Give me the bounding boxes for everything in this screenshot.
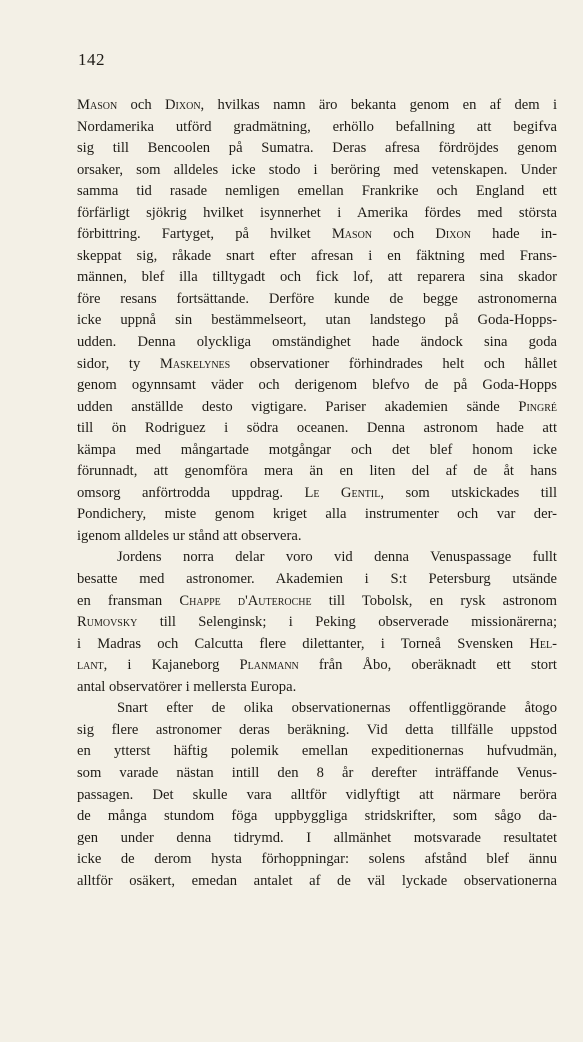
text-run: och [372, 226, 436, 243]
text-run: förbittring. Fartyget, på hvilket [77, 226, 332, 243]
text-line [77, 354, 557, 376]
text-run: Nordamerika utförd gradmätning, erhöllo befallning att begifva [77, 118, 557, 135]
text-line [77, 741, 557, 763]
text-run: från Åbo, oberäknadt ett stort [298, 657, 557, 674]
text-line [77, 720, 557, 742]
text-run: samma tid rasade nemligen emellan Frankrike och England ett [77, 183, 557, 200]
text-line [77, 526, 557, 548]
small-caps-name: Dixon [165, 97, 201, 113]
text-line [77, 547, 557, 569]
body-text [77, 95, 557, 892]
text-run: omsorg anförtrodda uppdrag. [77, 484, 305, 501]
text-line [77, 375, 557, 397]
text-line [77, 397, 557, 419]
paragraph [77, 698, 557, 892]
text-line [77, 203, 557, 225]
small-caps-name: Mason [331, 226, 373, 243]
text-line [77, 440, 557, 462]
text-run: förunnadt, att genomföra mera än en liten del af de åt hans [77, 463, 557, 480]
small-caps-name: Pingré [518, 398, 557, 415]
text-run: till Tobolsk, en rysk astronom [311, 592, 557, 609]
text-run: , hvilkas namn äro bekanta genom en af dem i [200, 97, 557, 113]
text-run: igenom alldeles ur stånd att observera. [77, 527, 302, 544]
small-caps-name: Planmann [239, 657, 299, 674]
text-line [77, 95, 557, 117]
small-caps-name: lant [77, 657, 104, 674]
text-run: , som utskickades till [380, 484, 557, 501]
text-run: icke de derom hysta förhoppningar: solens afstånd blef ännu [77, 851, 557, 868]
text-run: antal observatörer i mellersta Europa. [77, 678, 297, 695]
text-line [77, 569, 557, 591]
text-run: besatte med astronomer. Akademien i S:t Petersburg utsände [77, 571, 557, 588]
text-run: de många stundom föga uppbyggliga stridskrifter, som sågo da- [77, 808, 557, 825]
text-run: Pondichery, miste genom kriget alla instrumenter och var der- [77, 506, 557, 523]
small-caps-name: Hel- [529, 635, 557, 652]
text-line [77, 591, 557, 613]
text-line [77, 138, 557, 160]
text-line [77, 224, 557, 246]
text-line [77, 332, 557, 354]
text-run: alltför osäkert, emedan antalet af de väl lyckade observationerna [77, 872, 557, 889]
text-run: genom ogynnsamt väder och derigenom blefvo de på Goda-Hopps [77, 377, 557, 394]
text-line [77, 698, 557, 720]
paragraph [77, 547, 557, 698]
text-line [77, 483, 557, 505]
text-line [77, 461, 557, 483]
text-line [77, 117, 557, 139]
text-run: hade in- [470, 226, 557, 243]
text-run: och [117, 97, 165, 113]
text-line [77, 677, 557, 699]
text-run: kämpa med mångartade motgångar och det blef honom icke [77, 441, 557, 458]
text-line [77, 181, 557, 203]
text-line [77, 310, 557, 332]
text-run: observationer förhindrades helt och hållet [230, 355, 557, 372]
small-caps-name: Mason [77, 97, 118, 113]
text-line [77, 267, 557, 289]
text-run: Snart efter de olika observationernas offentliggörande åtogo [117, 700, 557, 717]
text-run: förfärligt sjökrig hvilket isynnerhet i Amerika fördes med största [77, 204, 557, 221]
text-run: en ytterst häftig polemik emellan expeditionernas hufvudmän, [77, 743, 557, 760]
text-run: före resans fortsättande. Derföre kunde de begge astronomerna [77, 290, 557, 307]
text-line [77, 785, 557, 807]
text-run: männen, blef illa tilltygadt och fick lof, att reparera sina skador [77, 269, 557, 286]
text-run: udden anställde desto vigtigare. Pariser akademien sände [77, 398, 519, 415]
small-caps-name: Chappe d'Auteroche [179, 592, 312, 609]
text-run: passagen. Det skulle vara alltför vidlyftigt att närmare beröra [77, 786, 557, 803]
text-line [77, 160, 557, 182]
text-run: orsaker, som alldeles icke stodo i beröring med vetenskapen. Under [77, 161, 557, 178]
text-line [77, 806, 557, 828]
text-line [77, 828, 557, 850]
text-run: skeppat sig, råkade snart efter afresan i en fäktning med Frans- [77, 247, 557, 264]
text-run: sig flere astronomer deras beräkning. Vid detta tillfälle uppstod [77, 721, 557, 738]
text-run: icke uppnå sin bestämmelseort, utan landstego på Goda-Hopps- [77, 312, 557, 329]
text-run: i Madras och Calcutta flere dilettanter, i Torneå Svensken [77, 635, 530, 652]
text-run: sig till Bencoolen på Sumatra. Deras afresa fördröjdes genom [77, 140, 557, 157]
text-run: som varade nästan intill den 8 år derefter inträffande Venus- [77, 764, 557, 781]
text-line [77, 246, 557, 268]
text-line [77, 763, 557, 785]
text-run: Jordens norra delar voro vid denna Venuspassage fullt [117, 549, 557, 566]
text-run: till Selenginsk; i Peking observerade missionärerna; [137, 614, 557, 631]
text-line [77, 655, 557, 677]
text-line [77, 634, 557, 656]
page-number: 142 [78, 50, 105, 69]
text-run: till ön Rodriguez i södra oceanen. Denna astronom hade att [77, 420, 557, 437]
text-line [77, 289, 557, 311]
text-line [77, 418, 557, 440]
small-caps-name: Dixon [435, 226, 471, 243]
paragraph [77, 95, 557, 547]
text-line [77, 871, 557, 893]
text-line [77, 504, 557, 526]
text-run: , i Kajaneborg [103, 657, 240, 674]
text-run: udden. Denna olyckliga omständighet hade ändock sina goda [77, 334, 557, 351]
text-run: en fransman [77, 592, 180, 609]
text-line [77, 849, 557, 871]
text-run: sidor, ty [77, 355, 160, 372]
small-caps-name: Rumovsky [77, 614, 138, 631]
small-caps-name: Maskelynes [159, 355, 231, 372]
text-line [77, 612, 557, 634]
text-run: gen under denna tidrymd. I allmänhet motsvarade resultatet [77, 829, 557, 846]
small-caps-name: Le Gentil [304, 484, 381, 501]
